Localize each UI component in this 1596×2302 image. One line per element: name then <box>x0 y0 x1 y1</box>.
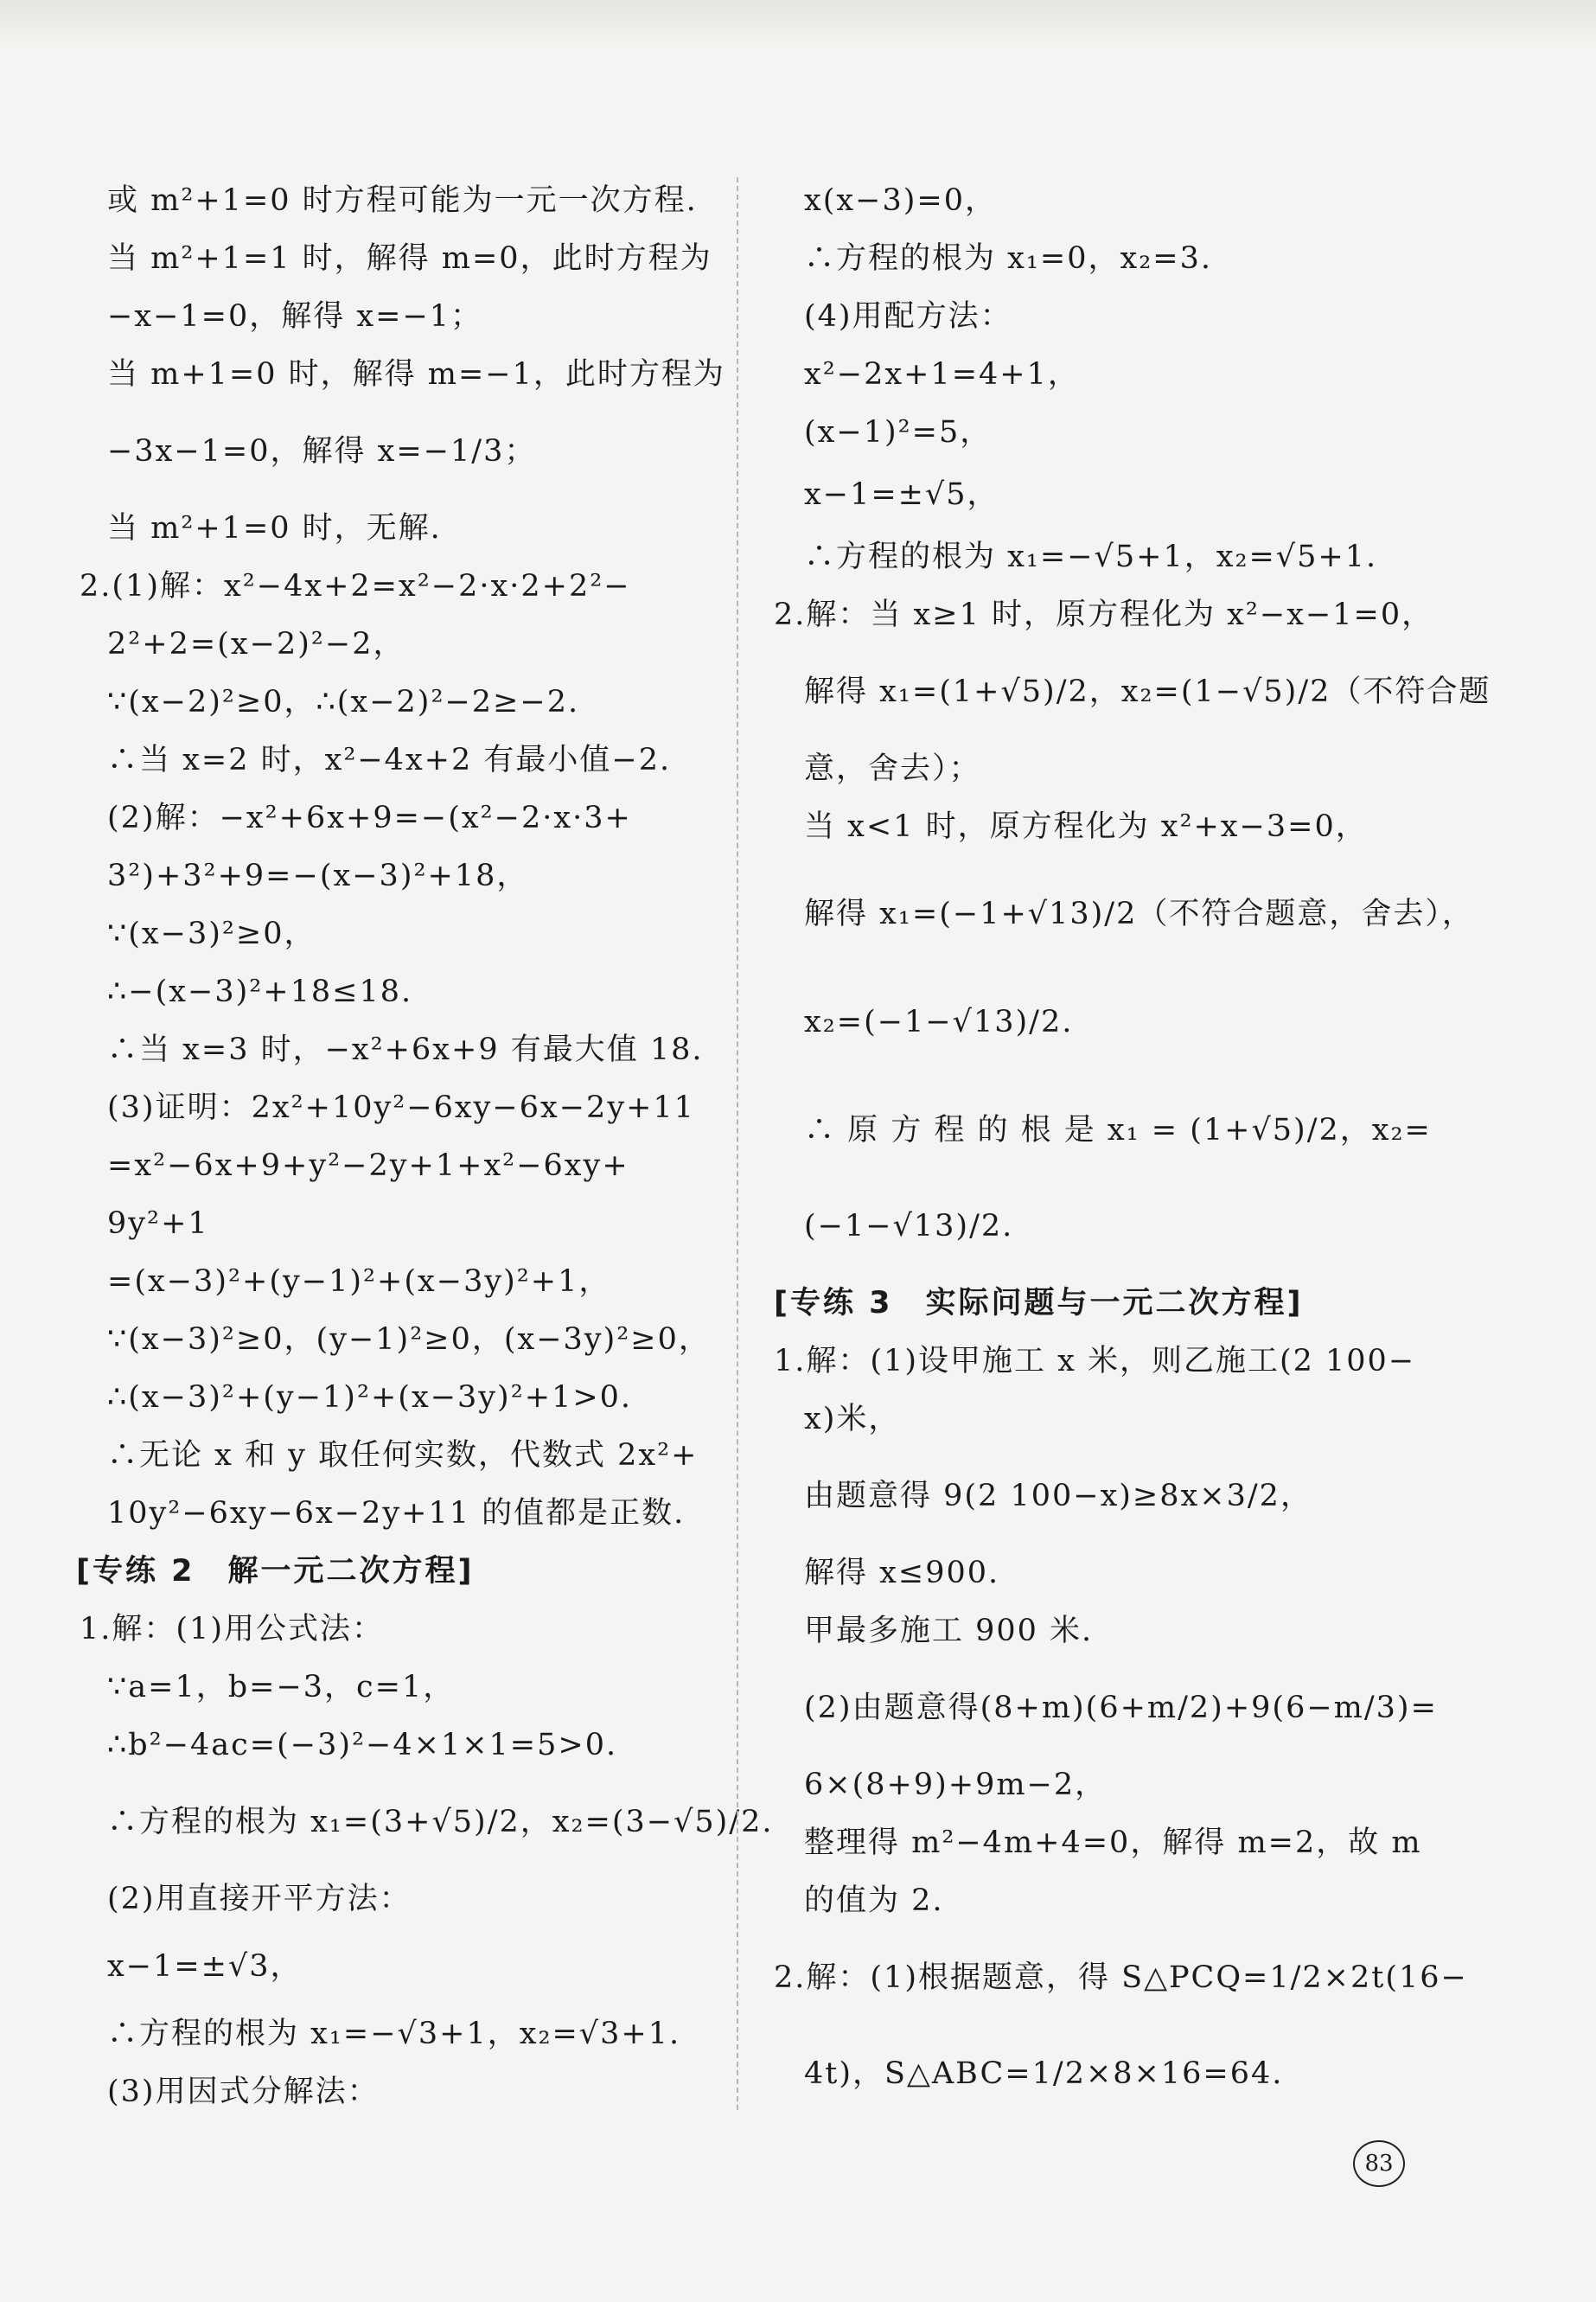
text-line: (−1−√13)/2. <box>804 1209 1014 1244</box>
text-line: 的值为 2. <box>804 1883 944 1918</box>
text-line: x−1=±√3， <box>107 1949 303 1984</box>
text-line: ∴无论 x 和 y 取任何实数，代数式 2x²+ <box>107 1438 699 1473</box>
text-line: 2.解：当 x≥1 时，原方程化为 x²−x−1=0， <box>774 598 1434 632</box>
text-line: ∴−(x−3)²+18≤18. <box>107 975 413 1009</box>
text-line: ∴(x−3)²+(y−1)²+(x−3y)²+1>0. <box>107 1380 633 1415</box>
text-line: (4)用配方法： <box>804 299 1012 334</box>
text-line: 当 m²+1=1 时，解得 m=0，此时方程为 <box>107 241 712 276</box>
text-line: 当 m+1=0 时，解得 m=−1，此时方程为 <box>107 357 725 392</box>
text-line: 当 m²+1=0 时，无解. <box>107 511 442 546</box>
text-line: 解得 x≤900. <box>804 1556 1000 1590</box>
text-line: x−1=±√5， <box>804 477 999 512</box>
text-line: 1.解：(1)用公式法： <box>80 1612 384 1647</box>
text-line: 2.(1)解：x²−4x+2=x²−2·x·2+2²− <box>80 569 631 604</box>
text-line: −3x−1=0，解得 x=−1/3； <box>107 434 537 469</box>
text-line: 2.解：(1)根据题意，得 S△PCQ=1/2×2t(16− <box>774 1960 1468 1995</box>
text-line: x₂=(−1−√13)/2. <box>804 1005 1074 1039</box>
section-heading: [专练 2 解一元二次方程] <box>76 1554 475 1589</box>
text-line: 6×(8+9)+9m−2， <box>804 1768 1108 1802</box>
text-line: 意，舍去）； <box>804 751 981 786</box>
text-line: (3)证明：2x²+10y²−6xy−6x−2y+11 <box>107 1090 695 1125</box>
text-line: ∴方程的根为 x₁=−√3+1，x₂=√3+1. <box>107 2017 681 2051</box>
text-line: 由题意得 9(2 100−x)≥8x×3/2， <box>804 1479 1312 1513</box>
text-line: x²−2x+1=4+1， <box>804 357 1080 392</box>
text-line: 或 m²+1=0 时方程可能为一元一次方程. <box>107 183 698 218</box>
text-line: 甲最多施工 900 米. <box>804 1614 1094 1648</box>
text-line: 当 x<1 时，原方程化为 x²+x−3=0， <box>804 809 1368 844</box>
text-line: 3²)+3²+9=−(x−3)²+18， <box>107 859 529 893</box>
text-line: ∴方程的根为 x₁=(3+√5)/2，x₂=(3−√5)/2. <box>107 1805 774 1839</box>
text-line: ∴方程的根为 x₁=0，x₂=3. <box>804 241 1212 276</box>
column-divider <box>737 177 738 2110</box>
text-line: ∴方程的根为 x₁=−√5+1，x₂=√5+1. <box>804 540 1378 574</box>
text-line: 10y²−6xy−6x−2y+11 的值都是正数. <box>107 1496 686 1531</box>
text-line: (3)用因式分解法： <box>107 2075 380 2109</box>
page-number: 83 <box>1353 2140 1405 2187</box>
text-line: 整理得 m²−4m+4=0，解得 m=2，故 m <box>804 1826 1422 1860</box>
text-line: −x−1=0，解得 x=−1； <box>107 299 483 334</box>
text-line: (2)由题意得(8+m)(6+m/2)+9(6−m/3)= <box>804 1691 1438 1725</box>
text-line: x)米， <box>804 1402 901 1436</box>
text-line: (2)用直接开平方法： <box>107 1882 412 1916</box>
text-line: ∴当 x=3 时，−x²+6x+9 有最大值 18. <box>107 1033 704 1067</box>
text-line: ∵(x−3)²≥0，(y−1)²≥0，(x−3y)²≥0， <box>107 1322 711 1357</box>
text-line: x(x−3)=0， <box>804 183 997 218</box>
text-line: 解得 x₁=(1+√5)/2，x₂=(1−√5)/2（不符合题 <box>804 675 1491 709</box>
text-line: (x−1)²=5， <box>804 415 993 450</box>
section-heading: [专练 3 实际问题与一元二次方程] <box>774 1286 1304 1320</box>
text-line: 4t)，S△ABC=1/2×8×16=64. <box>804 2056 1284 2091</box>
page-top-shade <box>0 0 1596 52</box>
text-line: 9y²+1 <box>107 1206 209 1241</box>
text-line: 1.解：(1)设甲施工 x 米，则乙施工(2 100− <box>774 1344 1416 1378</box>
text-line: ∴当 x=2 时，x²−4x+2 有最小值−2. <box>107 743 672 777</box>
text-line: ∴b²−4ac=(−3)²−4×1×1=5>0. <box>107 1728 618 1762</box>
text-line: ∵(x−2)²≥0，∴(x−2)²−2≥−2. <box>107 685 580 719</box>
text-line: =(x−3)²+(y−1)²+(x−3y)²+1， <box>107 1264 611 1299</box>
text-line: 2²+2=(x−2)²−2， <box>107 627 405 662</box>
text-line: =x²−6x+9+y²−2y+1+x²−6xy+ <box>107 1148 629 1183</box>
text-line: ∵(x−3)²≥0， <box>107 917 316 951</box>
text-line: ∴ 原 方 程 的 根 是 x₁ = (1+√5)/2，x₂= <box>804 1113 1432 1148</box>
text-line: 解得 x₁=(−1+√13)/2（不符合题意，舍去）， <box>804 897 1474 931</box>
text-line: ∵a=1，b=−3，c=1， <box>107 1670 456 1704</box>
text-line: (2)解：−x²+6x+9=−(x²−2·x·3+ <box>107 801 632 835</box>
